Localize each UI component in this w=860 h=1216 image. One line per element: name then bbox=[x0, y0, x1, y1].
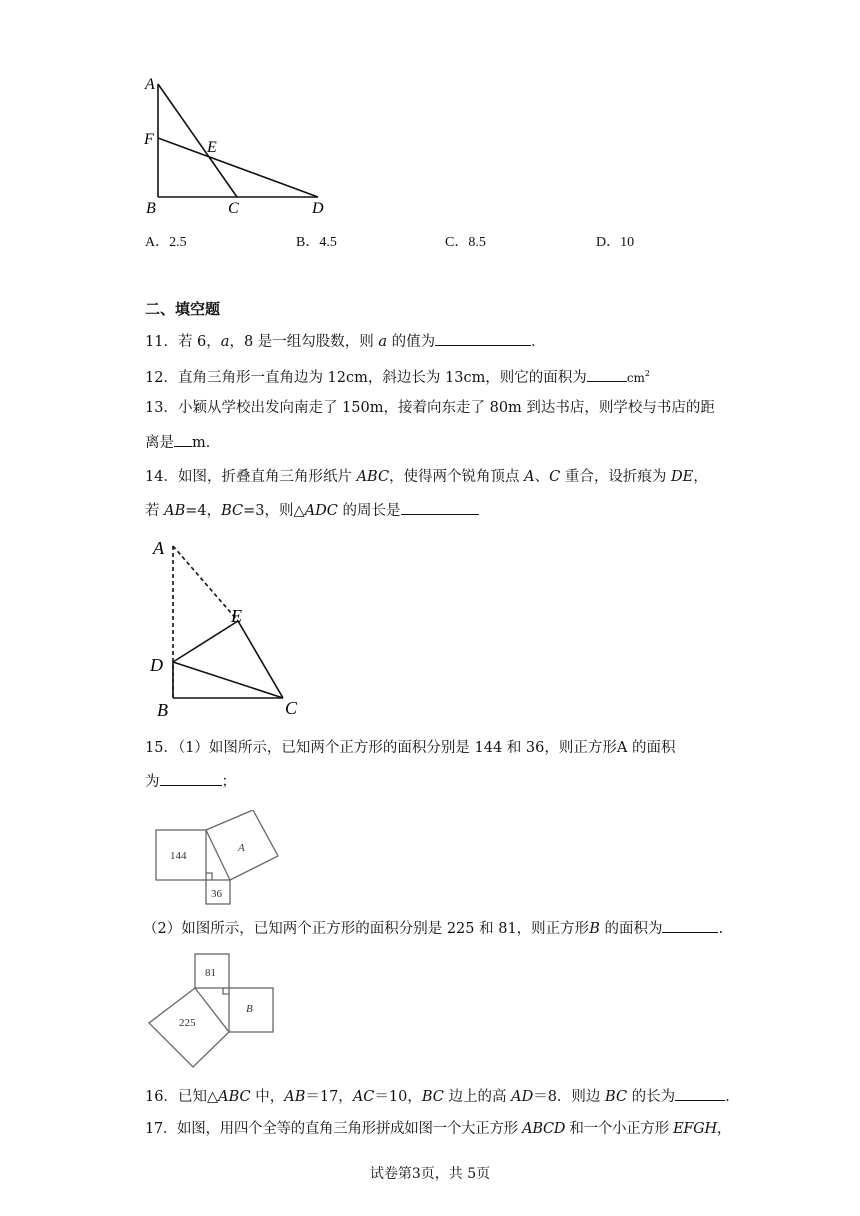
question-15-part2: （2）如图所示，已知两个正方形的面积分别是 225 和 81，则正方形B 的面积为 . bbox=[143, 918, 723, 939]
figure-squares-2 bbox=[145, 948, 280, 1070]
question-14-line2: 若 AB=4，BC=3，则△ADC 的周长是 bbox=[145, 500, 479, 521]
question-15-line2: 为 ； bbox=[145, 771, 236, 792]
answer-blank-14[interactable] bbox=[401, 500, 479, 515]
section-title: 二、填空题 bbox=[145, 300, 221, 318]
square-label-a: A bbox=[238, 842, 245, 854]
answer-blank-15-1[interactable] bbox=[160, 771, 222, 786]
label-a: A bbox=[145, 76, 155, 93]
choice-a: A．2.5 bbox=[145, 235, 187, 250]
square-label-81: 81 bbox=[205, 967, 216, 979]
label-e: E bbox=[231, 606, 242, 626]
figure-squares-1 bbox=[150, 810, 285, 912]
answer-blank-16[interactable] bbox=[675, 1086, 725, 1101]
square-label-b: B bbox=[246, 1003, 253, 1015]
label-b: B bbox=[146, 200, 156, 217]
question-17: 17．如图，用四个全等的直角三角形拼成如图一个大正方形 ABCD 和一个小正方形 EFGH， bbox=[145, 1121, 732, 1137]
question-12: 12．直角三角形一直角边为 12cm，斜边长为 13cm，则它的面积为 $cm^2$ bbox=[145, 364, 650, 388]
figure-triangle-afe bbox=[140, 72, 340, 220]
square-label-225: 225 bbox=[179, 1017, 196, 1029]
label-d: D bbox=[312, 200, 324, 217]
choice-c: C．8.5 bbox=[445, 235, 486, 250]
square-label-144: 144 bbox=[170, 850, 187, 862]
answer-blank-15-2[interactable] bbox=[662, 918, 718, 933]
choice-b: B．4.5 bbox=[296, 235, 337, 250]
label-c: C bbox=[285, 698, 298, 718]
answer-blank-13[interactable] bbox=[174, 432, 192, 447]
label-a: A bbox=[153, 538, 164, 558]
choice-d: D．10 bbox=[596, 235, 635, 250]
question-11: 11．若 6，a，8 是一组勾股数，则 a 的值为 ． bbox=[145, 331, 546, 352]
square-label-36: 36 bbox=[211, 888, 222, 900]
label-b: B bbox=[157, 700, 168, 720]
answer-blank-11[interactable] bbox=[435, 331, 531, 346]
question-15-line1: 15．（1）如图所示，已知两个正方形的面积分别是 144 和 36，则正方形A 的面积 bbox=[145, 740, 676, 756]
figure-folded-triangle bbox=[145, 534, 315, 722]
label-e: E bbox=[207, 139, 217, 156]
label-f: F bbox=[144, 131, 154, 148]
question-13-line1: 13．小颖从学校出发向南走了 150m，接着向东走了 80m 到达书店，则学校与书店的距 bbox=[145, 400, 715, 416]
question-14-line1: 14．如图，折叠直角三角形纸片 ABC，使得两个锐角顶点 A、C 重合，设折痕为 DE， bbox=[145, 469, 708, 485]
label-d: D bbox=[150, 655, 163, 675]
question-13-line2: 离是 m． bbox=[145, 432, 220, 453]
question-16: 16．已知△ABC 中，AB＝17，AC＝10，BC 边上的高 AD＝8．则边 BC 的长为 ． bbox=[145, 1086, 740, 1107]
page-footer: 试卷第3页，共 5页 bbox=[369, 1166, 491, 1182]
answer-blank-12[interactable] bbox=[587, 367, 627, 382]
label-c: C bbox=[228, 200, 239, 217]
